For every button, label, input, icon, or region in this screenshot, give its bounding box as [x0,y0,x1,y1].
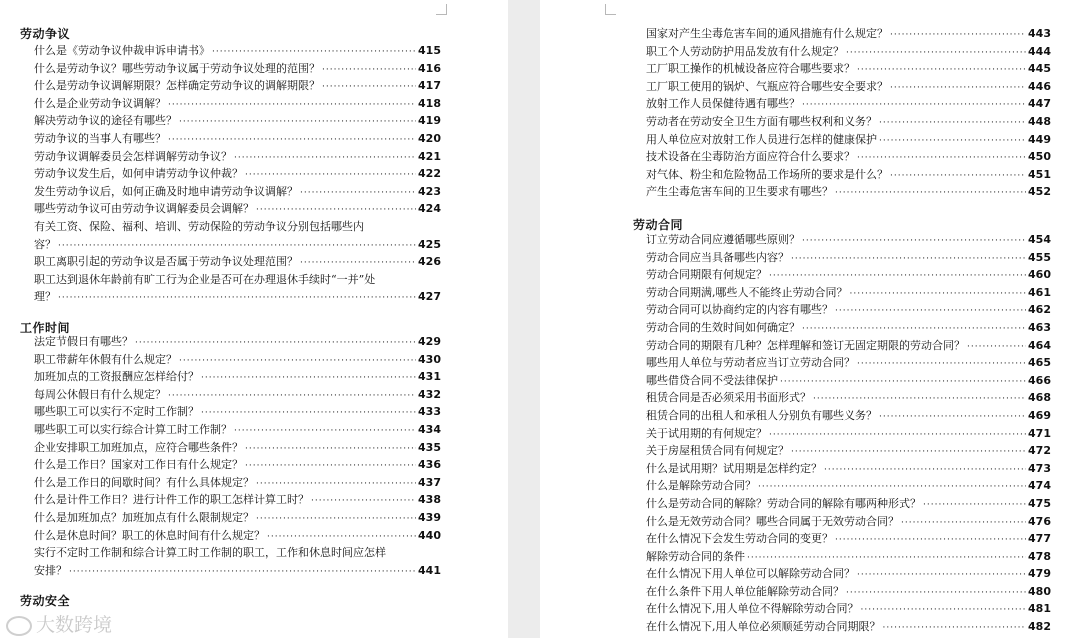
toc-line [646,477,1051,495]
dot-leader [901,515,1026,533]
toc-entry[interactable] [646,530,1051,548]
toc-entry[interactable] [646,284,1051,302]
toc-entry[interactable] [34,403,441,421]
toc-page-number: 460 [1028,268,1051,282]
toc-page-number: 433 [418,405,441,419]
toc-page-number: 476 [1028,514,1051,528]
toc-entry-title: 在什么情况下,用人单位不得解除劳动合同？ [646,602,859,616]
toc-page-number: 474 [1028,479,1051,493]
toc-page-number: 463 [1028,320,1051,334]
toc-entry-title: 在什么情况下会发生劳动合同的变更？ [646,532,833,546]
toc-line [646,95,1051,113]
toc-page-number: 477 [1028,532,1051,546]
dot-leader [256,511,416,529]
dot-leader [780,374,1026,392]
toc-entry[interactable] [646,231,1051,249]
section-title-labor-dispute: 劳动争议 [20,27,71,41]
page-corner-mark [605,4,616,15]
toc-page-number: 419 [418,114,441,128]
toc-entry-title: 加班加点的工资报酬应怎样给付？ [34,370,199,384]
toc-entry-title: 什么是试用期？试用期是怎样约定？ [646,461,822,475]
toc-entry[interactable] [646,78,1051,96]
toc-entry[interactable] [646,389,1051,407]
toc-line [646,183,1051,201]
dot-leader [245,441,416,459]
toc-line [646,60,1051,78]
toc-entry-title: 法定节假日有哪些？ [34,335,133,348]
dot-leader [311,493,416,511]
toc-line [34,474,441,492]
toc-entry[interactable] [34,77,441,95]
toc-entry[interactable] [646,166,1051,184]
dot-leader [802,233,1026,251]
toc-entry-title: 什么是休息时间？职工的休息时间有什么规定？ [34,528,265,542]
toc-line [34,439,441,457]
toc-entry-title: 企业安排职工加班加点，应符合哪些条件？ [34,440,243,454]
toc-page-number: 455 [1028,250,1051,264]
toc-entry-title: 哪些用人单位与劳动者应当订立劳动合同？ [646,356,855,370]
toc-entry[interactable] [646,249,1051,267]
toc-entry[interactable] [34,218,441,253]
toc-line [34,112,441,130]
toc-page-number: 450 [1028,150,1051,164]
toc-line [646,249,1051,267]
toc-page-number: 420 [418,131,441,145]
toc-line [34,562,441,580]
toc-line [646,372,1051,390]
toc-page-number: 448 [1028,114,1051,128]
toc-line [646,284,1051,302]
toc-entry[interactable] [646,25,1051,43]
toc-entry-title: 发生劳动争议后，如何正确及时地申请劳动争议调解？ [34,184,298,198]
toc-line [646,166,1051,184]
toc-entry[interactable] [34,200,441,218]
toc-page-number: 423 [418,184,441,198]
toc-entry[interactable] [646,372,1051,390]
toc-page-number: 445 [1028,62,1051,76]
toc-line [646,530,1051,548]
toc-line [34,386,441,404]
toc-line [646,231,1051,249]
toc-line [34,77,441,95]
dot-leader [58,290,416,308]
toc-entry[interactable] [34,491,441,509]
toc-entry-title: 什么是无效劳动合同？哪些合同属于无效劳动合同？ [646,514,899,528]
toc-entry-title: 哪些借贷合同不受法律保护 [646,373,778,387]
toc-line [646,583,1051,601]
toc-line [646,337,1051,355]
toc-line [34,288,441,306]
toc-entry[interactable] [646,495,1051,513]
dot-leader [883,620,1027,638]
toc-line [646,78,1051,96]
toc-entry-title: 什么是劳动争议？哪些劳动争议属于劳动争议处理的范围？ [34,61,320,75]
dot-leader [857,567,1026,585]
dot-leader [179,114,416,132]
toc-line [646,495,1051,513]
toc-entry-title: 什么是劳动合同的解除？劳动合同的解除有哪两种形式？ [646,496,921,510]
toc-entry-title: 用人单位应对放射工作人员进行怎样的健康保护 [646,132,877,146]
toc-entry[interactable] [34,148,441,166]
toc-page-number: 439 [418,510,441,524]
toc-line [34,403,441,421]
toc-entry[interactable] [34,42,441,60]
toc-line [34,42,441,60]
toc-entry[interactable] [34,351,441,369]
toc-page-number: 465 [1028,356,1051,370]
toc-line [646,618,1051,636]
toc-line [34,236,441,254]
toc-line [646,319,1051,337]
toc-page-number: 452 [1028,185,1051,199]
toc-page-number: 429 [418,335,441,348]
toc-entry[interactable] [646,266,1051,284]
toc-entry[interactable] [646,183,1051,201]
toc-page-number: 421 [418,149,441,163]
toc-page-number: 446 [1028,79,1051,93]
toc-list-labor-safety-cont [646,25,1051,201]
toc-entry-title: 工厂职工操作的机械设备应符合哪些要求？ [646,62,855,76]
toc-entry-title-line1: 有关工资、保险、福利、培训、劳动保险的劳动争议分别包括哪些内 [34,219,364,233]
dot-leader [300,185,416,203]
toc-entry-title: 什么是工作日？国家对工作日有什么规定？ [34,458,243,472]
toc-line [34,130,441,148]
toc-page-number: 471 [1028,426,1051,440]
toc-line [646,442,1051,460]
toc-entry-title: 解决劳动争议的途径有哪些？ [34,114,177,128]
dot-leader [879,409,1026,427]
toc-entry[interactable] [646,354,1051,372]
toc-entry[interactable] [646,60,1051,78]
toc-line [34,148,441,166]
page-corner-mark [436,4,447,15]
toc-page-number: 422 [418,167,441,181]
toc-entry[interactable] [646,425,1051,443]
toc-page-number: 472 [1028,444,1051,458]
toc-line [646,266,1051,284]
toc-entry-title: 解除劳动合同的条件 [646,549,745,563]
toc-page-number: 447 [1028,97,1051,111]
toc-page-number: 468 [1028,391,1051,405]
toc-line [646,389,1051,407]
toc-entry-title-line1: 职工达到退休年龄前有旷工行为企业是否可在办理退休手续时“一并”处 [34,272,376,286]
watermark-text: 大数跨境 [36,614,113,636]
dot-leader [890,80,1026,98]
toc-entry-title: 产生尘毒危害车间的卫生要求有哪些？ [646,185,833,199]
toc-entry[interactable] [34,439,441,457]
toc-line [34,456,441,474]
toc-page-number: 426 [418,255,441,269]
toc-line [34,351,441,369]
toc-page-number: 438 [418,493,441,507]
toc-page-number: 435 [418,440,441,454]
dot-leader [168,97,416,115]
toc-entry-title: 在什么条件下用人单位能解除劳动合同？ [646,584,844,598]
toc-entry[interactable] [34,386,441,404]
toc-page-number: 454 [1028,233,1051,246]
toc-line [34,95,441,113]
toc-entry[interactable] [34,183,441,201]
toc-entry-title: 容？ [34,237,56,251]
toc-line [646,407,1051,425]
toc-page-number: 443 [1028,27,1051,40]
toc-entry[interactable] [34,60,441,78]
toc-line [34,183,441,201]
toc-entry-title: 每周公休假日有什么规定？ [34,387,166,401]
toc-entry[interactable] [646,113,1051,131]
dot-leader [846,45,1026,63]
toc-entry-title: 什么是计件工作日？进行计件工作的职工怎样计算工时？ [34,493,309,507]
toc-entry-title: 什么是《劳动争议仲裁申诉申请书》 [34,44,210,57]
toc-page-number: 469 [1028,408,1051,422]
page-gutter [508,0,540,638]
toc-entry[interactable] [34,456,441,474]
toc-entry[interactable] [646,548,1051,566]
toc-entry[interactable] [34,368,441,386]
toc-page-number: 481 [1028,602,1051,616]
toc-entry[interactable] [34,271,441,306]
toc-list-labor-dispute [34,42,441,306]
toc-page-number: 418 [418,96,441,110]
toc-entry[interactable] [34,544,441,579]
toc-page-number: 440 [418,528,441,542]
toc-page-number: 464 [1028,338,1051,352]
dot-leader [179,353,416,371]
toc-page-number: 449 [1028,132,1051,146]
right-page [540,0,1080,638]
toc-line [34,165,441,183]
toc-entry[interactable] [34,130,441,148]
toc-page-number: 431 [418,370,441,384]
toc-entry-title: 技术设备在尘毒防治方面应符合什么要求？ [646,150,855,164]
toc-entry-title: 劳动争议发生后，如何申请劳动争议仲裁？ [34,167,243,181]
toc-line [646,425,1051,443]
toc-page-number: 462 [1028,303,1051,317]
toc-line [34,509,441,527]
toc-line [34,200,441,218]
toc-page-number: 416 [418,61,441,75]
toc-entry-title: 订立劳动合同应遵循哪些原则？ [646,233,800,246]
dot-leader [769,427,1026,445]
toc-entry-title: 在什么情况下,用人单位必须顺延劳动合同期限？ [646,620,881,634]
dot-leader [890,27,1026,45]
toc-line [34,491,441,509]
toc-page-number: 480 [1028,584,1051,598]
toc-entry-title: 劳动争议调解委员会怎样调解劳动争议？ [34,149,232,163]
brand-logo-icon [6,616,32,636]
toc-entry-title: 什么是劳动争议调解期限？怎样确定劳动争议的调解期限？ [34,79,320,93]
toc-entry[interactable] [34,474,441,492]
dot-leader [168,388,416,406]
toc-entry-title: 劳动合同可以协商约定的内容有哪些？ [646,303,833,317]
toc-line [34,333,441,351]
toc-entry[interactable] [34,333,441,351]
toc-entry[interactable] [646,513,1051,531]
toc-list-labor-contract [646,231,1051,636]
toc-entry-title: 理？ [34,290,56,304]
toc-entry-title: 放射工作人员保健待遇有哪些？ [646,97,800,111]
dot-leader [835,532,1026,550]
dot-leader [245,458,416,476]
toc-entry[interactable] [646,407,1051,425]
toc-entry[interactable] [646,148,1051,166]
toc-entry[interactable] [646,319,1051,337]
toc-entry[interactable] [646,131,1051,149]
toc-entry[interactable] [646,43,1051,61]
toc-entry[interactable] [34,527,441,545]
toc-entry[interactable] [646,460,1051,478]
dot-leader [69,564,416,582]
toc-line [646,600,1051,618]
toc-page-number: 434 [418,422,441,436]
dot-leader [791,444,1026,462]
toc-entry-title: 哪些劳动争议可由劳动争议调解委员会调解？ [34,202,254,216]
toc-entry[interactable] [646,301,1051,319]
toc-line [646,131,1051,149]
toc-page-number: 441 [418,563,441,577]
toc-entry-title: 工厂职工使用的锅炉、气瓶应符合哪些安全要求？ [646,79,888,93]
toc-entry[interactable] [646,337,1051,355]
toc-page-number: 425 [418,237,441,251]
toc-entry-title-line1: 实行不定时工作制和综合计算工时工作制的职工，工作和休息时间应怎样 [34,546,386,560]
toc-line [646,565,1051,583]
toc-entry-title: 什么是加班加点？加班加点有什么限制规定？ [34,510,254,524]
dot-leader [879,133,1026,151]
toc-line [646,113,1051,131]
dot-leader [135,335,416,353]
toc-entry[interactable] [646,565,1051,583]
toc-page-number: 478 [1028,549,1051,563]
toc-entry[interactable] [646,583,1051,601]
dot-leader [824,462,1026,480]
toc-page-number: 436 [418,458,441,472]
toc-entry-title: 职工个人劳动防护用品发放有什么规定？ [646,44,844,58]
toc-entry-title: 租赁合同的出租人和承租人分别负有哪些义务？ [646,408,877,422]
dot-leader [234,423,416,441]
toc-entry[interactable] [34,112,441,130]
toc-page-number: 424 [418,202,441,216]
watermark [6,610,112,637]
toc-list-working-hours [34,333,441,579]
toc-entry-title: 劳动合同应当具备哪些内容？ [646,250,789,264]
dot-leader [322,62,416,80]
toc-entry-title: 劳动争议的当事人有哪些？ [34,131,166,145]
left-page [0,0,508,638]
dot-leader [861,602,1027,620]
toc-page-number: 430 [418,352,441,366]
toc-page-number: 417 [418,79,441,93]
toc-entry-title: 劳动者在劳动安全卫生方面有哪些权利和义务？ [646,114,877,128]
toc-line [646,460,1051,478]
toc-line [646,43,1051,61]
dot-leader [201,370,416,388]
toc-entry-title: 劳动合同的生效时间如何确定？ [646,320,800,334]
dot-leader [850,286,1027,304]
toc-entry-title: 关于试用期的有何规定？ [646,426,767,440]
toc-entry-title: 什么是解除劳动合同？ [646,479,756,493]
toc-entry[interactable] [646,95,1051,113]
toc-line [646,25,1051,43]
toc-entry[interactable] [646,618,1051,636]
dot-leader [322,79,416,97]
toc-line [646,548,1051,566]
toc-entry[interactable] [646,600,1051,618]
toc-entry-title: 国家对产生尘毒危害车间的通风措施有什么规定？ [646,27,888,40]
toc-entry-title: 劳动合同的期限有几种？怎样理解和签订无固定期限的劳动合同？ [646,338,965,352]
toc-entry[interactable] [646,442,1051,460]
dot-leader [967,339,1026,357]
toc-entry-title: 租赁合同是否必须采用书面形式？ [646,391,811,405]
dot-leader [879,115,1026,133]
toc-entry-title: 对气体、粉尘和危险物品工作场所的要求是什么？ [646,167,888,181]
section-title-labor-safety: 劳动安全 [20,594,71,608]
toc-page-number: 415 [418,44,441,57]
section-title-working-hours: 工作时间 [20,321,71,335]
toc-entry-title: 劳动合同期满,哪些人不能终止劳动合同？ [646,285,848,299]
toc-entry-title: 在什么情况下用人单位可以解除劳动合同？ [646,567,855,581]
toc-page-number: 461 [1028,285,1051,299]
toc-entry[interactable] [34,165,441,183]
toc-entry[interactable] [646,477,1051,495]
toc-line [646,354,1051,372]
toc-page-number: 444 [1028,44,1051,58]
toc-page-number: 427 [418,290,441,304]
toc-entry-title: 哪些职工可以实行综合计算工时工作制？ [34,422,232,436]
section-title-labor-contract: 劳动合同 [633,218,684,232]
dot-leader [846,585,1026,603]
toc-line [646,148,1051,166]
toc-line [34,253,441,271]
toc-line [34,421,441,439]
dot-leader [857,356,1026,374]
toc-entry-title: 安排？ [34,563,67,577]
dot-leader [890,168,1026,186]
toc-page-number: 451 [1028,167,1051,181]
dot-leader [835,185,1026,203]
dot-leader [835,303,1026,321]
dot-leader [923,497,1026,515]
toc-entry-title: 哪些职工可以实行不定时工作制？ [34,405,199,419]
dot-leader [791,251,1026,269]
toc-page-number: 466 [1028,373,1051,387]
toc-page-number: 482 [1028,620,1051,634]
toc-page-number: 473 [1028,461,1051,475]
toc-entry[interactable] [34,95,441,113]
toc-entry-title: 职工离职引起的劳动争议是否属于劳动争议处理范围？ [34,255,298,269]
toc-entry-title: 什么是工作日的间歇时间？有什么具体规定？ [34,475,254,489]
toc-line [646,513,1051,531]
toc-page-number: 475 [1028,496,1051,510]
toc-entry-title: 职工带薪年休假有什么规定？ [34,352,177,366]
toc-entry-title: 关于房屋租赁合同有何规定？ [646,444,789,458]
toc-line [34,527,441,545]
toc-entry-title: 什么是企业劳动争议调解？ [34,96,166,110]
toc-page-number: 432 [418,387,441,401]
toc-line [646,301,1051,319]
toc-line [34,368,441,386]
toc-entry[interactable] [34,421,441,439]
toc-entry-title: 劳动合同期限有何规定？ [646,268,767,282]
toc-page-number: 479 [1028,567,1051,581]
dot-leader [234,150,416,168]
toc-page-number: 437 [418,475,441,489]
toc-entry[interactable] [34,253,441,271]
toc-entry[interactable] [34,509,441,527]
toc-line [34,60,441,78]
dot-leader [201,405,416,423]
